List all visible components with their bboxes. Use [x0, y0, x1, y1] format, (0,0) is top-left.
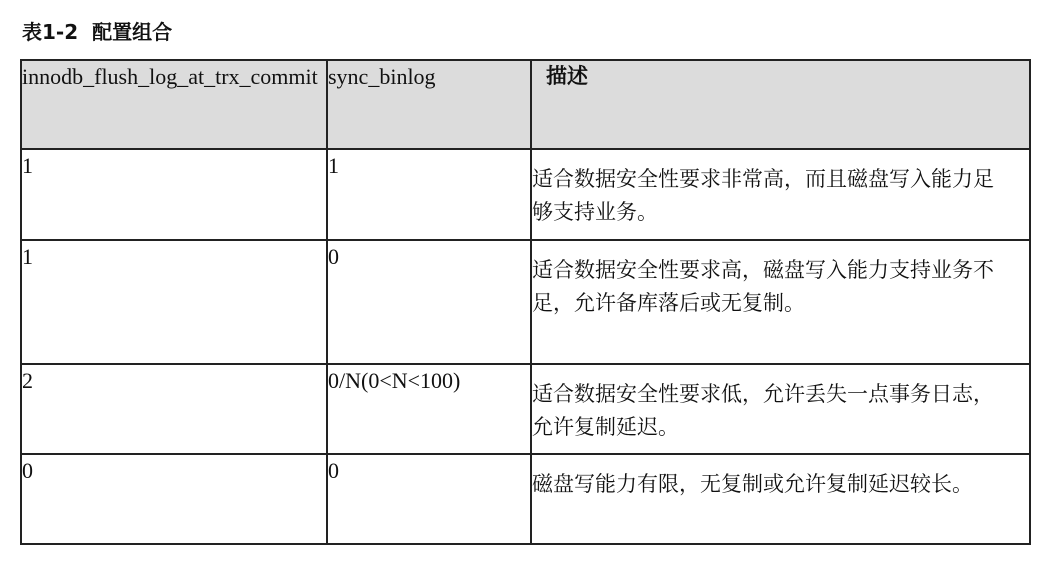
- cell-description: 适合数据安全性要求非常高，而且磁盘写入能力足够支持业务。: [531, 149, 1030, 240]
- cell-innodb-value: 1: [21, 149, 327, 240]
- table-row: [21, 149, 1030, 240]
- config-table: [20, 59, 1031, 545]
- cell-description: 适合数据安全性要求低，允许丢失一点事务日志，允许复制延迟。: [531, 364, 1030, 454]
- header-innodb-flush-log: innodb_flush_log_at_trx_commit: [21, 60, 327, 149]
- table-caption: [22, 18, 172, 46]
- header-row: [21, 60, 1030, 149]
- cell-sync-binlog-value: 0: [327, 240, 531, 364]
- table-title: 配置组合: [92, 20, 173, 44]
- cell-description: 磁盘写能力有限，无复制或允许复制延迟较长。: [531, 454, 1030, 544]
- table-number: 表1-2: [22, 20, 79, 44]
- cell-innodb-value: 2: [21, 364, 327, 454]
- cell-description: 适合数据安全性要求高，磁盘写入能力支持业务不足，允许备库落后或无复制。: [531, 240, 1030, 364]
- cell-sync-binlog-value: 0: [327, 454, 531, 544]
- cell-innodb-value: 1: [21, 240, 327, 364]
- header-sync-binlog: sync_binlog: [327, 60, 531, 149]
- cell-sync-binlog-value: 1: [327, 149, 531, 240]
- table-row: [21, 240, 1030, 364]
- table-row: [21, 454, 1030, 544]
- cell-innodb-value: 0: [21, 454, 327, 544]
- table-row: [21, 364, 1030, 454]
- cell-sync-binlog-value: 0/N(0<N<100): [327, 364, 531, 454]
- header-description: 描述: [531, 60, 1030, 149]
